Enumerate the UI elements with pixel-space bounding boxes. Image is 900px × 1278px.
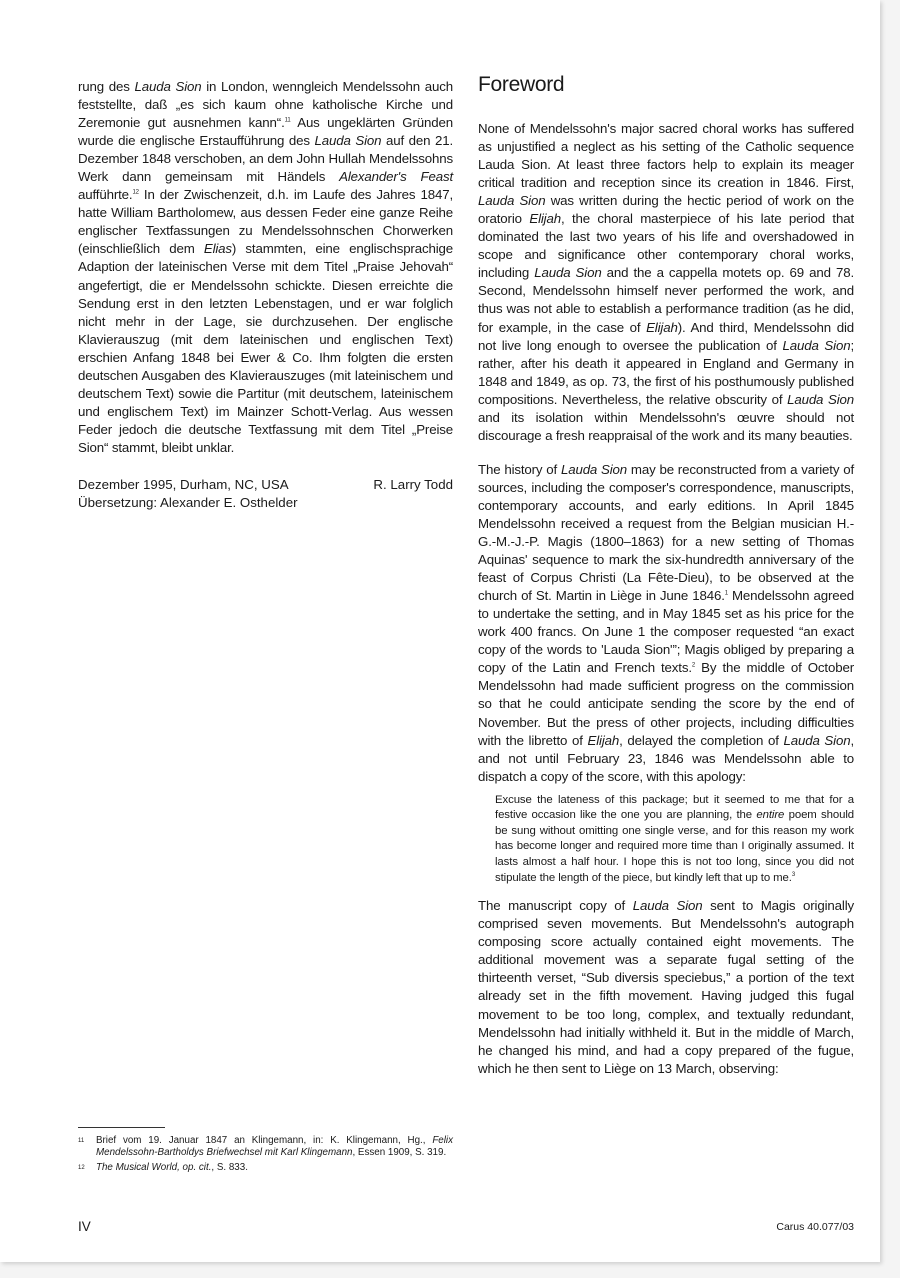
footnote-number: 12 — [78, 1164, 85, 1171]
translation-credit: Übersetzung: Alexander E. Osthelder — [78, 495, 298, 511]
italic-run: Lauda Sion — [783, 732, 851, 748]
text-run: ) stammten, eine englischsprachige Adaption der lateinischen Verse mit dem Titel „Praise Jehovah“ angefertigt, die er Mendelssohn schickte. Diesen erreichte die Sendung erst in den letzten Lebenstagen, und er war folglich nicht mehr in der Lage, sie durchzusehen. Der englische Klavierauszug (mit dem lateinischen und englischen Text) erschien Anfang 1848 bei Ewer & Co. Ihm folgten die ersten deutschen Ausgaben des Klavierauszuges (mit lateinischem und deutschem Text) sowie die Partitur (mit deutschem, lateinischem und englischem Text) im Mainzer Schott-Verlag. Aus wessen Feder jedoch die deutsche Textfassung mit dem Titel „Preise Sion“ stammt, bleibt unklar. — [78, 241, 453, 455]
text-run: ). And third, Mendelssohn did not live long enough to oversee the publication of — [478, 319, 854, 353]
italic-run: Lauda Sion — [560, 461, 628, 477]
text-run: and the a cappella motets op. 69 and 78. Second, Mendelssohn himself never performed the work, and thus was not able to establish a performance tradition (as he did, for example, in the case of — [478, 265, 854, 335]
footnote-ref: 1 — [724, 590, 728, 597]
text-run: None of Mendelssohn's major sacred choral works has suffered as unjustified a neglect as his setting of the Catholic sequence Lauda Sion. At least three factors help to explain its meager critical tradition and reception since its creation in 1846. First, — [478, 121, 854, 191]
foreword-title: Foreword — [478, 73, 565, 96]
footnote-text — [96, 1135, 453, 1160]
text-run: ; rather, after his death it appeared in England and Germany in 1848 and 1849, as op. 73, the first of his posthumously published compositions. Nevertheless, the relative obscurity of — [478, 337, 854, 407]
italic-run: Lauda Sion — [632, 898, 703, 914]
left-column — [78, 78, 453, 512]
italic-run: Alexander's Feast — [339, 169, 453, 185]
text-run: poem should be sung without omitting one single verse, and for this reason my work has become longer and required more time than I originally assumed. It lasts almost a half hour. I hope this is not too long, since you did not stipulate the length of the piece, but kindly left that up to me. — [495, 809, 854, 884]
italic-run: The Musical World, op. cit. — [96, 1161, 212, 1173]
italic-run: Lauda Sion — [314, 133, 382, 149]
text-run: Aus ungeklärten Gründen wurde die englische Erstaufführung des — [78, 115, 453, 149]
signature-row — [78, 476, 453, 494]
letter-quote — [495, 793, 854, 887]
italic-run: Lauda Sion — [787, 391, 854, 407]
text-run: Excuse the lateness of this package; but it seemed to me that for a festive occasion like the one you are planning, the — [495, 793, 854, 822]
text-run: sent to Magis originally comprised seven movements. But Mendelssohn's autograph composing score actually contained eight movements. The additional movement was a separate fugal setting of the thirteenth verset, “Sub diversis speciebus,” a portion of the text already set in the fifth movement. Having judged this fugal movement to be too long, complex, and textually redundant, Mendelssohn had initially withheld it. But in the middle of March, he changed his mind, and had a copy prepared of the fugue, which he then sent to Liège on 13 March, observing: — [478, 898, 854, 1076]
footnote-ref: 3 — [791, 871, 796, 878]
text-run: Brief vom 19. Januar 1847 an Klingemann, in: K. Klingemann, Hg., — [96, 1135, 433, 1146]
text-run: in London, wenngleich Mendelssohn auch feststellte, daß „es sich kaum ohne katholische Kirche und Zeremonie gut ausnehmen kann“. — [78, 79, 453, 131]
footnote-ref: 12 — [132, 189, 139, 196]
italic-run: entire — [756, 809, 785, 822]
text-run: , delayed the completion of — [619, 732, 784, 748]
page-number: IV — [78, 1219, 91, 1234]
text-run: was written during the hectic period of work on the oratorio — [478, 193, 854, 227]
text-run: Mendelssohn agreed to undertake the setting, and in May 1845 set as his price for the work 400 francs. On June 1 the composer requested “an exact copy of the words to 'Lauda Sion'”; Magis obliged by preparing a copy of the Latin and French texts. — [478, 588, 854, 676]
text-run: , Essen 1909, S. 319. — [352, 1147, 447, 1159]
date-place: Dezember 1995, Durham, NC, USA — [78, 476, 289, 492]
text-run: , the choral masterpiece of his late period that dominated the last two years of his life and overshadowed in scope and significance other contemporary choral works, including — [478, 211, 855, 281]
foreword-paragraph-1 — [478, 120, 854, 445]
text-run: , S. 833. — [211, 1161, 248, 1173]
footnote-number: 11 — [78, 1138, 85, 1144]
text-run: In der Zwischenzeit, d.h. im Laufe des Jahres 1847, hatte William Bartholomew, aus dessen Feder eine ganze Reihe englischer Textfassungen zu Mendelssohnschen Chorwerken (einschließlich dem — [78, 187, 453, 257]
italic-run: Felix Mendelssohn-Bartholdys Briefwechsel mit Karl Klingemann — [96, 1135, 453, 1159]
footnote-ref: 2 — [691, 662, 696, 669]
foreword-paragraph-3 — [478, 897, 854, 1077]
footnote-text — [96, 1162, 453, 1174]
text-run: The history of — [478, 461, 561, 477]
footnote-rule — [78, 1127, 165, 1128]
footnote — [78, 1135, 453, 1160]
text-run: By the middle of October Mendelssohn had made sufficient progress on the commission so that he could anticipate sending the score by the end of November. But the press of other projects, including difficulties with the libretto of — [478, 660, 854, 748]
italic-run: Lauda Sion — [534, 265, 602, 281]
italic-run: Lauda Sion — [478, 193, 546, 209]
italic-run: Lauda Sion — [134, 79, 202, 94]
author-name: R. Larry Todd — [373, 476, 453, 492]
text-run: The manuscript copy of — [478, 898, 633, 914]
italic-run: Elijah — [529, 211, 561, 227]
text-run: auf den 21. Dezember 1848 verschoben, an dem John Hullah Mendelssohns Werk dann gemeinsam mit Händels — [78, 133, 454, 185]
footnote-ref: 11 — [284, 117, 291, 124]
foreword-paragraph-2 — [478, 461, 854, 786]
text-run: aufführte. — [78, 187, 133, 203]
text-run: rung des — [78, 79, 135, 94]
footnote — [78, 1162, 453, 1174]
text-run: , and not until February 23, 1846 was Mendelssohn able to dispatch a copy of the score, with this apology: — [478, 732, 854, 784]
right-column — [478, 72, 854, 1078]
italic-run: Elias — [203, 241, 232, 257]
catalog-number: Carus 40.077/03 — [776, 1221, 854, 1233]
footnotes — [78, 1135, 453, 1176]
german-paragraph — [78, 78, 453, 457]
italic-run: Elijah — [587, 732, 620, 748]
text-run: and its isolation within Mendelssohn's œuvre should not discourage a fresh reappraisal of the work and its many beauties. — [478, 409, 854, 443]
quote-text — [495, 793, 854, 887]
italic-run: Lauda Sion — [782, 337, 851, 353]
italic-run: Elijah — [646, 319, 678, 335]
text-run: may be reconstructed from a variety of sources, including the composer's correspondence, manuscripts, contemporary accounts, and early editions. In April 1845 Mendelssohn received a request from the Belgian musician H.-G.-M.-J.-P. Magis (1800–1863) for a new setting of Thomas Aquinas' sequence to mark the six-hundredth anniversary of the feast of Corpus Christi (La Fête-Dieu), to be observed at the church of St. Martin in Liège in June 1846. — [478, 461, 854, 604]
